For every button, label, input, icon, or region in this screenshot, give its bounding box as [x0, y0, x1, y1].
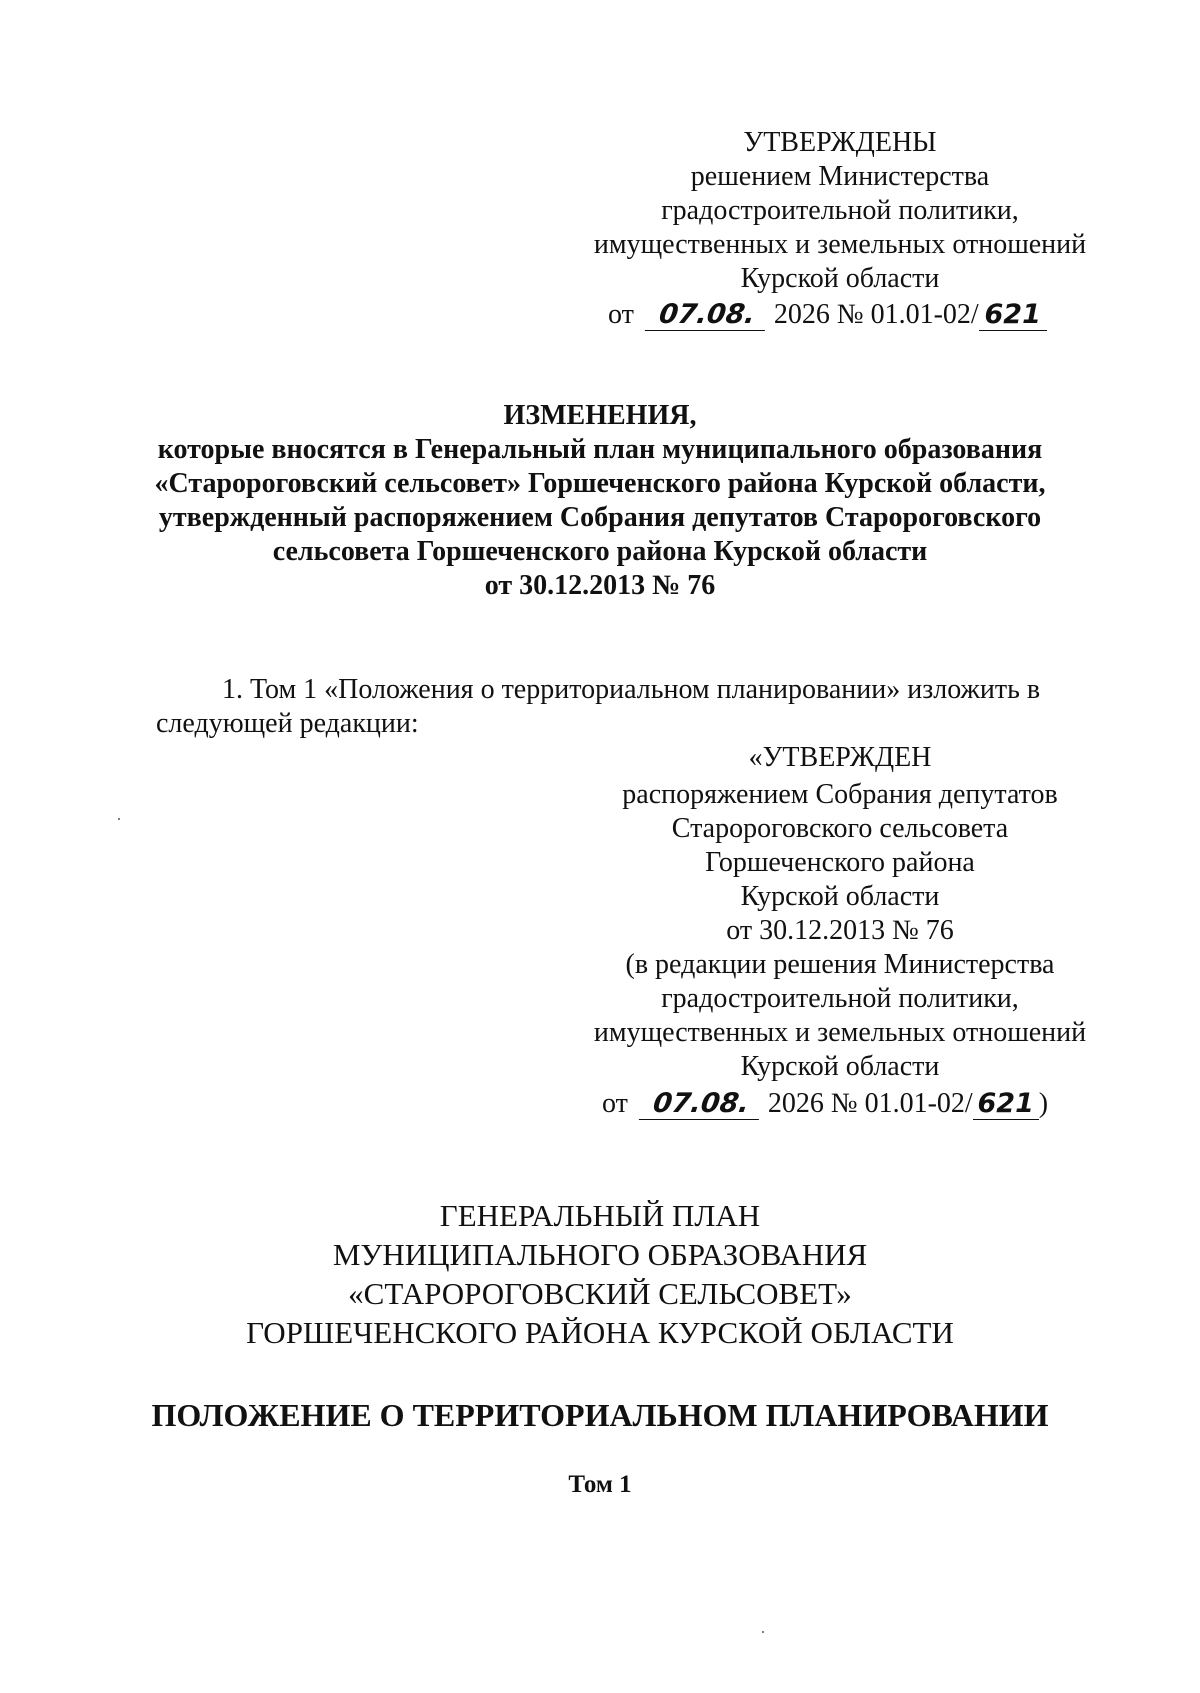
- changes-subtitle-line: утвержденный распоряжением Собрания депутатов Старороговского: [158, 502, 1042, 533]
- approval-title: «УТВЕРЖДЕН: [748, 742, 932, 773]
- approval-line: Курской области: [740, 1051, 940, 1082]
- approval-line: от 30.12.2013 № 76: [726, 915, 954, 946]
- general-plan-line: ГЕНЕРАЛЬНЫЙ ПЛАН: [439, 1198, 761, 1233]
- paragraph-line: следующей редакции:: [156, 708, 419, 739]
- approval-line: (в редакции решения Министерства: [625, 949, 1055, 980]
- closing-parenthesis: ): [1038, 1088, 1049, 1119]
- volume-label: Том 1: [568, 1471, 632, 1498]
- approval-line: Горшеченского района: [705, 847, 975, 878]
- approval-line: имущественных и земельных отношений: [593, 229, 1087, 260]
- approval-line: решением Министерства: [690, 161, 990, 192]
- approval-line: имущественных и земельных отношений: [593, 1017, 1087, 1048]
- approval-date-line: [602, 1087, 1048, 1121]
- approval-line: распоряжением Собрания депутатов: [622, 779, 1058, 810]
- handwritten-date: 07.08.: [645, 300, 769, 331]
- approval-date-line: [608, 298, 1047, 332]
- date-prefix: от: [602, 1088, 628, 1119]
- general-plan-line: ГОРШЕЧЕНСКОГО РАЙОНА КУРСКОЙ ОБЛАСТИ: [246, 1315, 954, 1350]
- paragraph-line: 1. Том 1 «Положения о территориальном планировании» изложить в: [222, 674, 1041, 705]
- approval-line: Старороговского сельсовета: [671, 813, 1009, 844]
- date-prefix: от: [608, 299, 634, 330]
- section-title: ПОЛОЖЕНИЕ О ТЕРРИТОРИАЛЬНОМ ПЛАНИРОВАНИИ: [151, 1397, 1049, 1433]
- changes-subtitle-line: которые вносятся в Генеральный план муниципального образования: [157, 434, 1043, 465]
- approval-line: Курской области: [740, 263, 940, 294]
- changes-subtitle-line: от 30.12.2013 № 76: [484, 570, 716, 601]
- approval-title: УТВЕРЖДЕНЫ: [743, 127, 937, 158]
- changes-subtitle-line: «Старороговский сельсовет» Горшеченского района Курской области,: [154, 468, 1046, 499]
- changes-title: ИЗМЕНЕНИЯ,: [503, 400, 697, 431]
- handwritten-number: 621: [979, 300, 1047, 331]
- general-plan-line: «СТАРОРОГОВСКИЙ СЕЛЬСОВЕТ»: [348, 1276, 852, 1311]
- changes-subtitle-line: сельсовета Горшеченского района Курской области: [272, 536, 928, 567]
- approval-line: градостроительной политики,: [661, 983, 1019, 1014]
- year-number: 2026 № 01.01-02/: [767, 1088, 973, 1119]
- general-plan-line: МУНИЦИПАЛЬНОГО ОБРАЗОВАНИЯ: [332, 1237, 868, 1272]
- approval-line: Курской области: [740, 881, 940, 912]
- approval-line: градостроительной политики,: [661, 195, 1019, 226]
- scan-speck: [762, 1631, 764, 1633]
- handwritten-number: 621: [973, 1089, 1039, 1120]
- year-number: 2026 № 01.01-02/: [773, 299, 979, 330]
- handwritten-date: 07.08.: [639, 1089, 763, 1120]
- scan-speck: [118, 818, 120, 820]
